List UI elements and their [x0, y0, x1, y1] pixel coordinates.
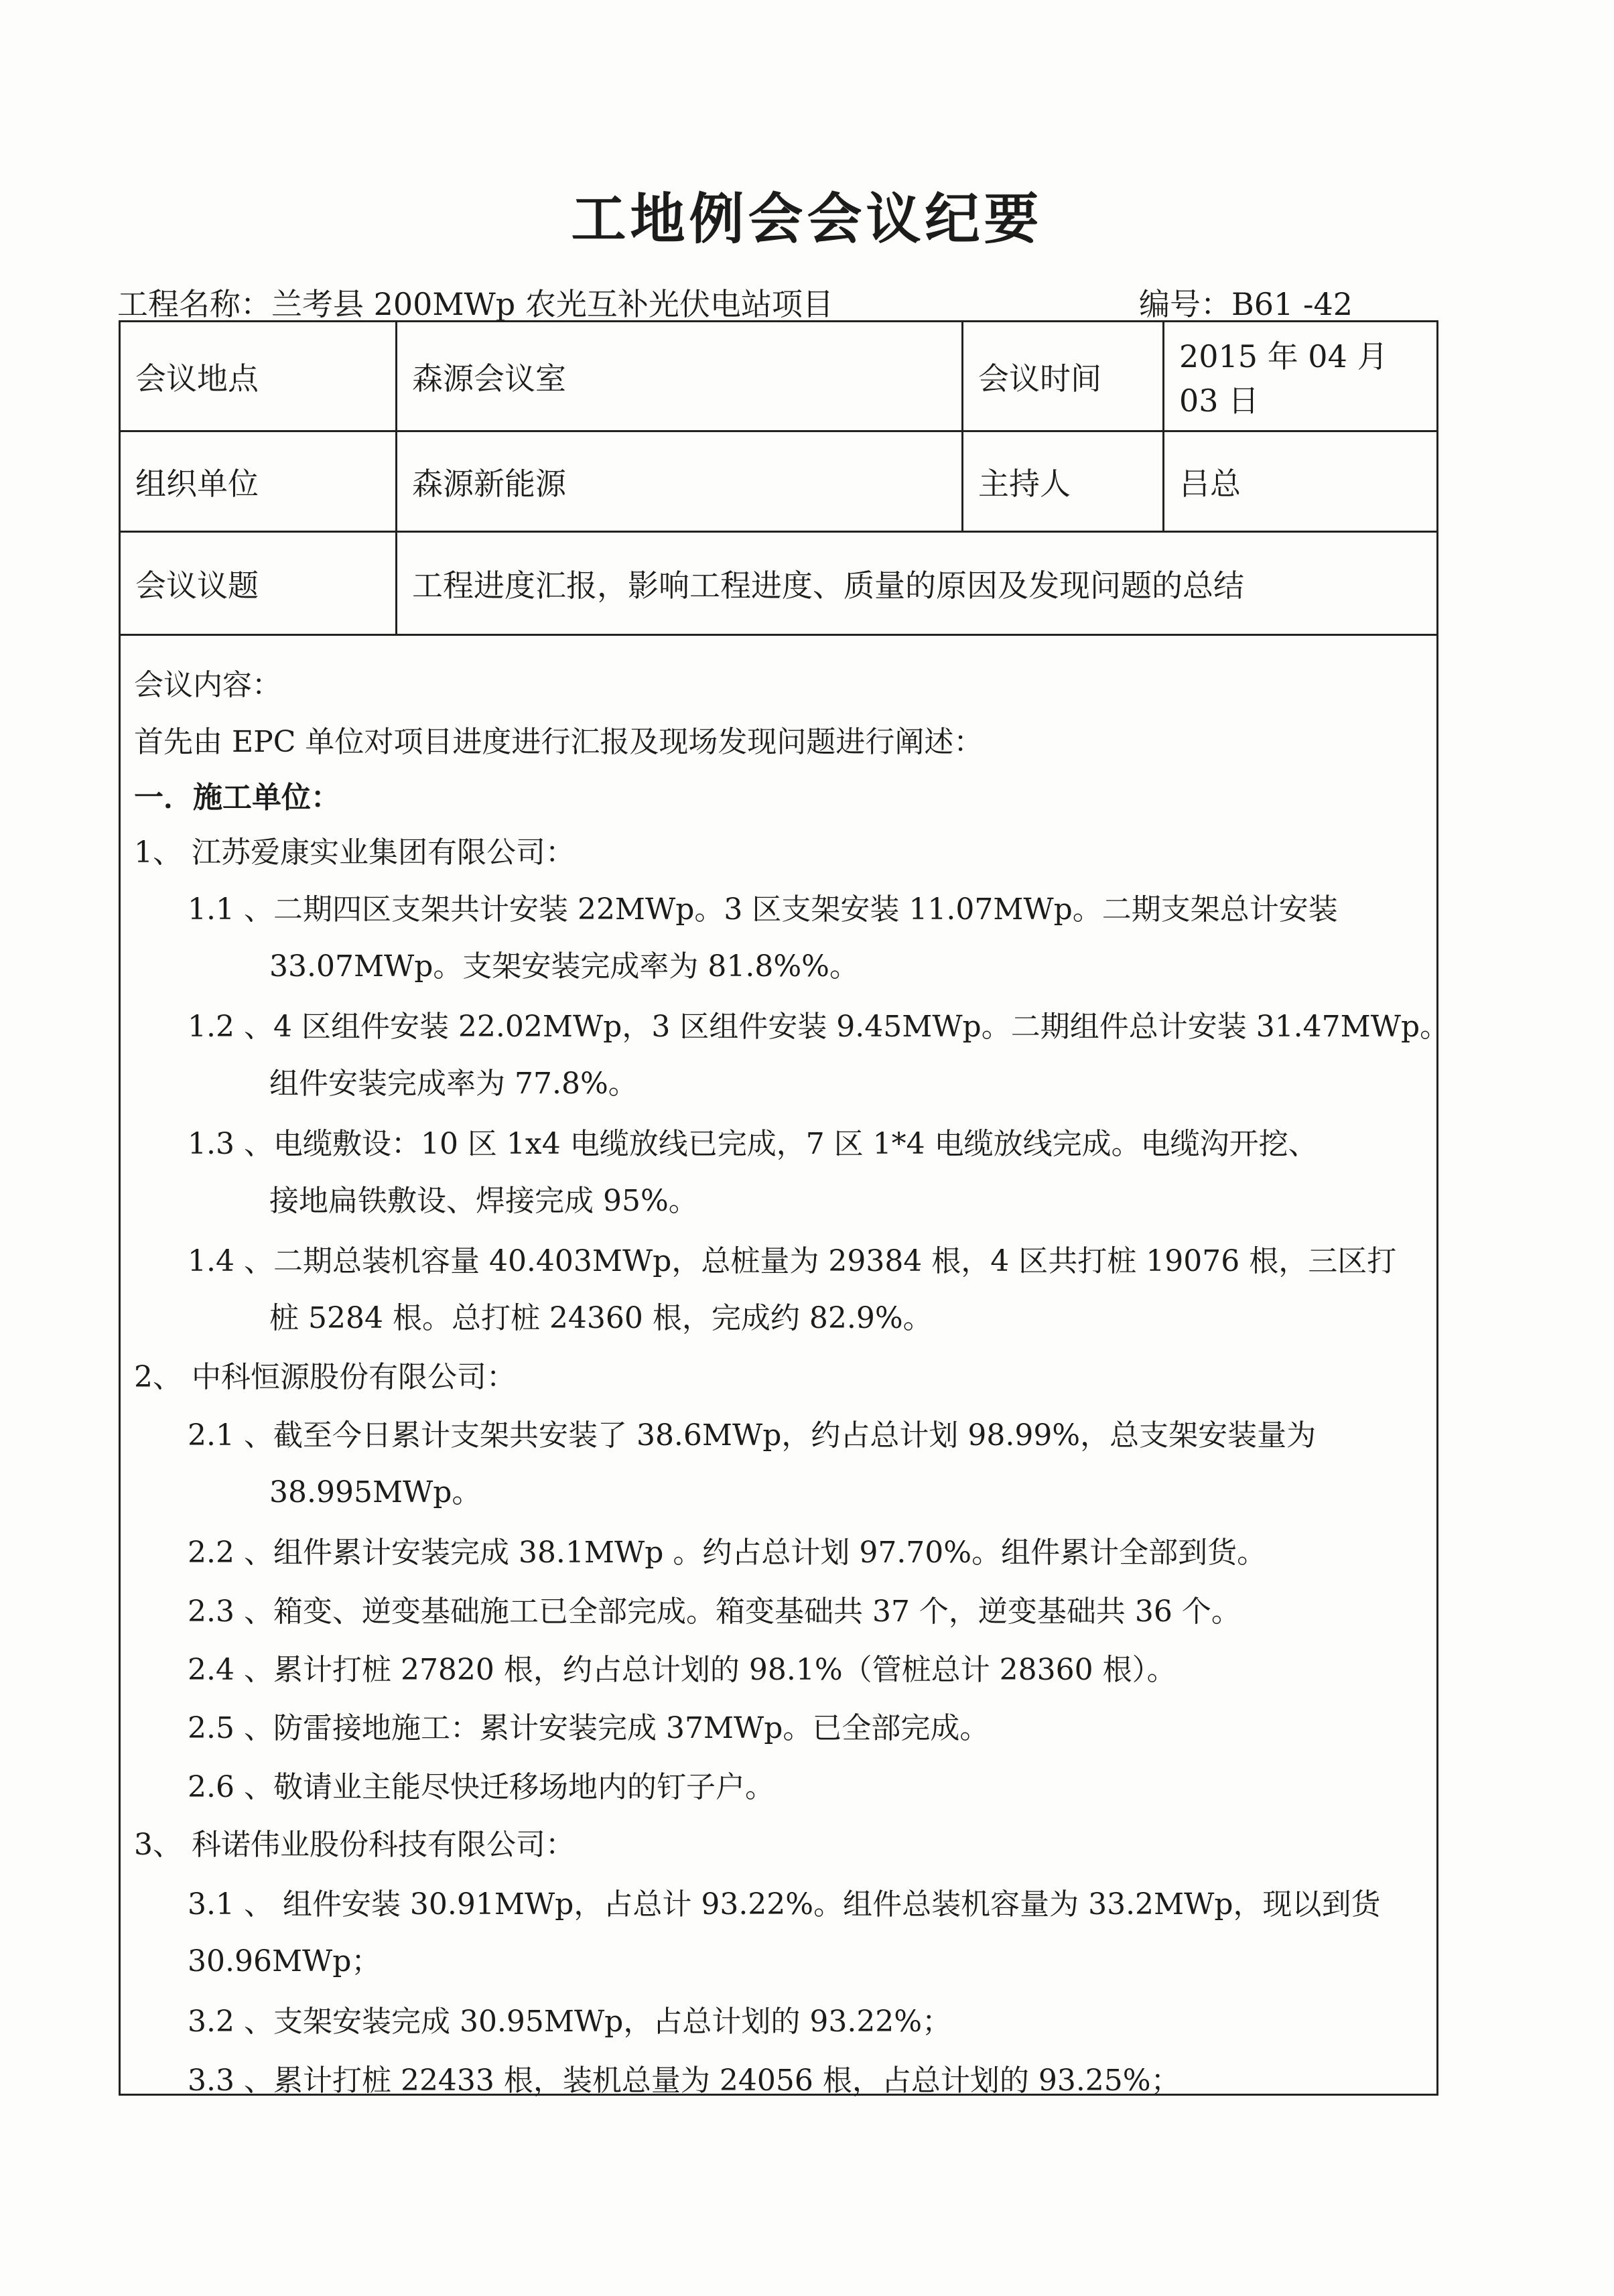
item-2-2: 2.2 、组件累计安装完成 38.1MWp 。约占总计划 97.70%。组件累计全部到货。 [188, 1536, 1267, 1570]
row-topic [121, 533, 1436, 636]
time-value: 2015 年 04 月 03 日 [1162, 322, 1436, 430]
item-3-3: 3.3 、累计打桩 22433 根，装机总量为 24056 根，占总计划的 93.25%； [188, 2064, 1181, 2098]
item-1-1-cont: 33.07MWp。支架安装完成率为 81.8%%。 [269, 949, 859, 984]
company-2: 2、 中科恒源股份有限公司： [134, 1360, 516, 1394]
row-org-host [121, 432, 1436, 533]
item-1-2: 1.2 、4 区组件安装 22.02MWp，3 区组件安装 9.45MWp。二期组件总计安装 31.47MWp。 [188, 1010, 1450, 1044]
project-name: 工程名称：兰考县 200MWp 农光互补光伏电站项目 [117, 286, 833, 322]
host-value: 吕总 [1162, 432, 1436, 531]
document-title: 工地例会会议纪要 [571, 188, 1043, 251]
item-3-2: 3.2 、支架安装完成 30.95MWp，占总计划的 93.22%； [188, 2005, 952, 2039]
item-2-1: 2.1 、截至今日累计支架共安装了 38.6MWp，约占总计划 98.99%，总支架安装量为 [188, 1418, 1317, 1453]
row-location-time [121, 322, 1436, 432]
item-2-5: 2.5 、防雷接地施工：累计安装完成 37MWp。已全部完成。 [188, 1711, 990, 1745]
content-intro: 首先由 EPC 单位对项目进度进行汇报及现场发现问题进行阐述： [134, 725, 984, 759]
section-contractors: 一．施工单位： [134, 781, 340, 815]
item-1-4: 1.4 、二期总装机容量 40.403MWp，总桩量为 29384 根，4 区共打桩 19076 根，三区打 [188, 1244, 1397, 1278]
item-1-3: 1.3 、电缆敷设：10 区 1x4 电缆放线已完成，7 区 1*4 电缆放线完成。电缆沟开挖、 [188, 1127, 1318, 1161]
company-1: 1、 江苏爱康实业集团有限公司： [134, 835, 575, 870]
item-3-1: 3.1 、 组件安装 30.91MWp，占总计 93.22%。组件总装机容量为 33.2MWp，现以到货 [188, 1887, 1381, 1921]
content-heading: 会议内容： [134, 668, 281, 702]
org-label: 组织单位 [135, 465, 259, 502]
location-value: 森源会议室 [395, 322, 961, 430]
item-2-4: 2.4 、累计打桩 27820 根，约占总计划的 98.1%（管桩总计 28360 根）。 [188, 1653, 1176, 1687]
minutes-form [119, 320, 1450, 2098]
document-number: 编号：B61 -42 [1139, 286, 1353, 322]
host-label: 主持人 [961, 432, 1162, 531]
item-3-1-cont: 30.96MWp； [188, 1944, 381, 1978]
location-label: 会议地点 [135, 360, 259, 397]
item-1-4-cont: 桩 5284 根。总打桩 24360 根，完成约 82.9%。 [269, 1301, 933, 1335]
item-1-2-cont: 组件安装完成率为 77.8%。 [269, 1067, 638, 1101]
topic-label: 会议议题 [135, 567, 259, 604]
topic-value: 工程进度汇报，影响工程进度、质量的原因及发现问题的总结 [395, 533, 1436, 634]
item-1-3-cont: 接地扁铁敷设、焊接完成 95%。 [269, 1184, 698, 1218]
org-value: 森源新能源 [395, 432, 961, 531]
item-2-6: 2.6 、敬请业主能尽快迁移场地内的钉子户。 [188, 1770, 775, 1804]
item-1-1: 1.1 、二期四区支架共计安装 22MWp。3 区支架安装 11.07MWp。二期支架总计安装 [188, 892, 1338, 927]
item-2-3: 2.3 、箱变、逆变基础施工已全部完成。箱变基础共 37 个，逆变基础共 36 个。 [188, 1595, 1241, 1629]
time-label: 会议时间 [961, 322, 1162, 430]
item-2-1-cont: 38.995MWp。 [269, 1475, 482, 1509]
company-3: 3、 科诺伟业股份科技有限公司： [134, 1828, 575, 1862]
